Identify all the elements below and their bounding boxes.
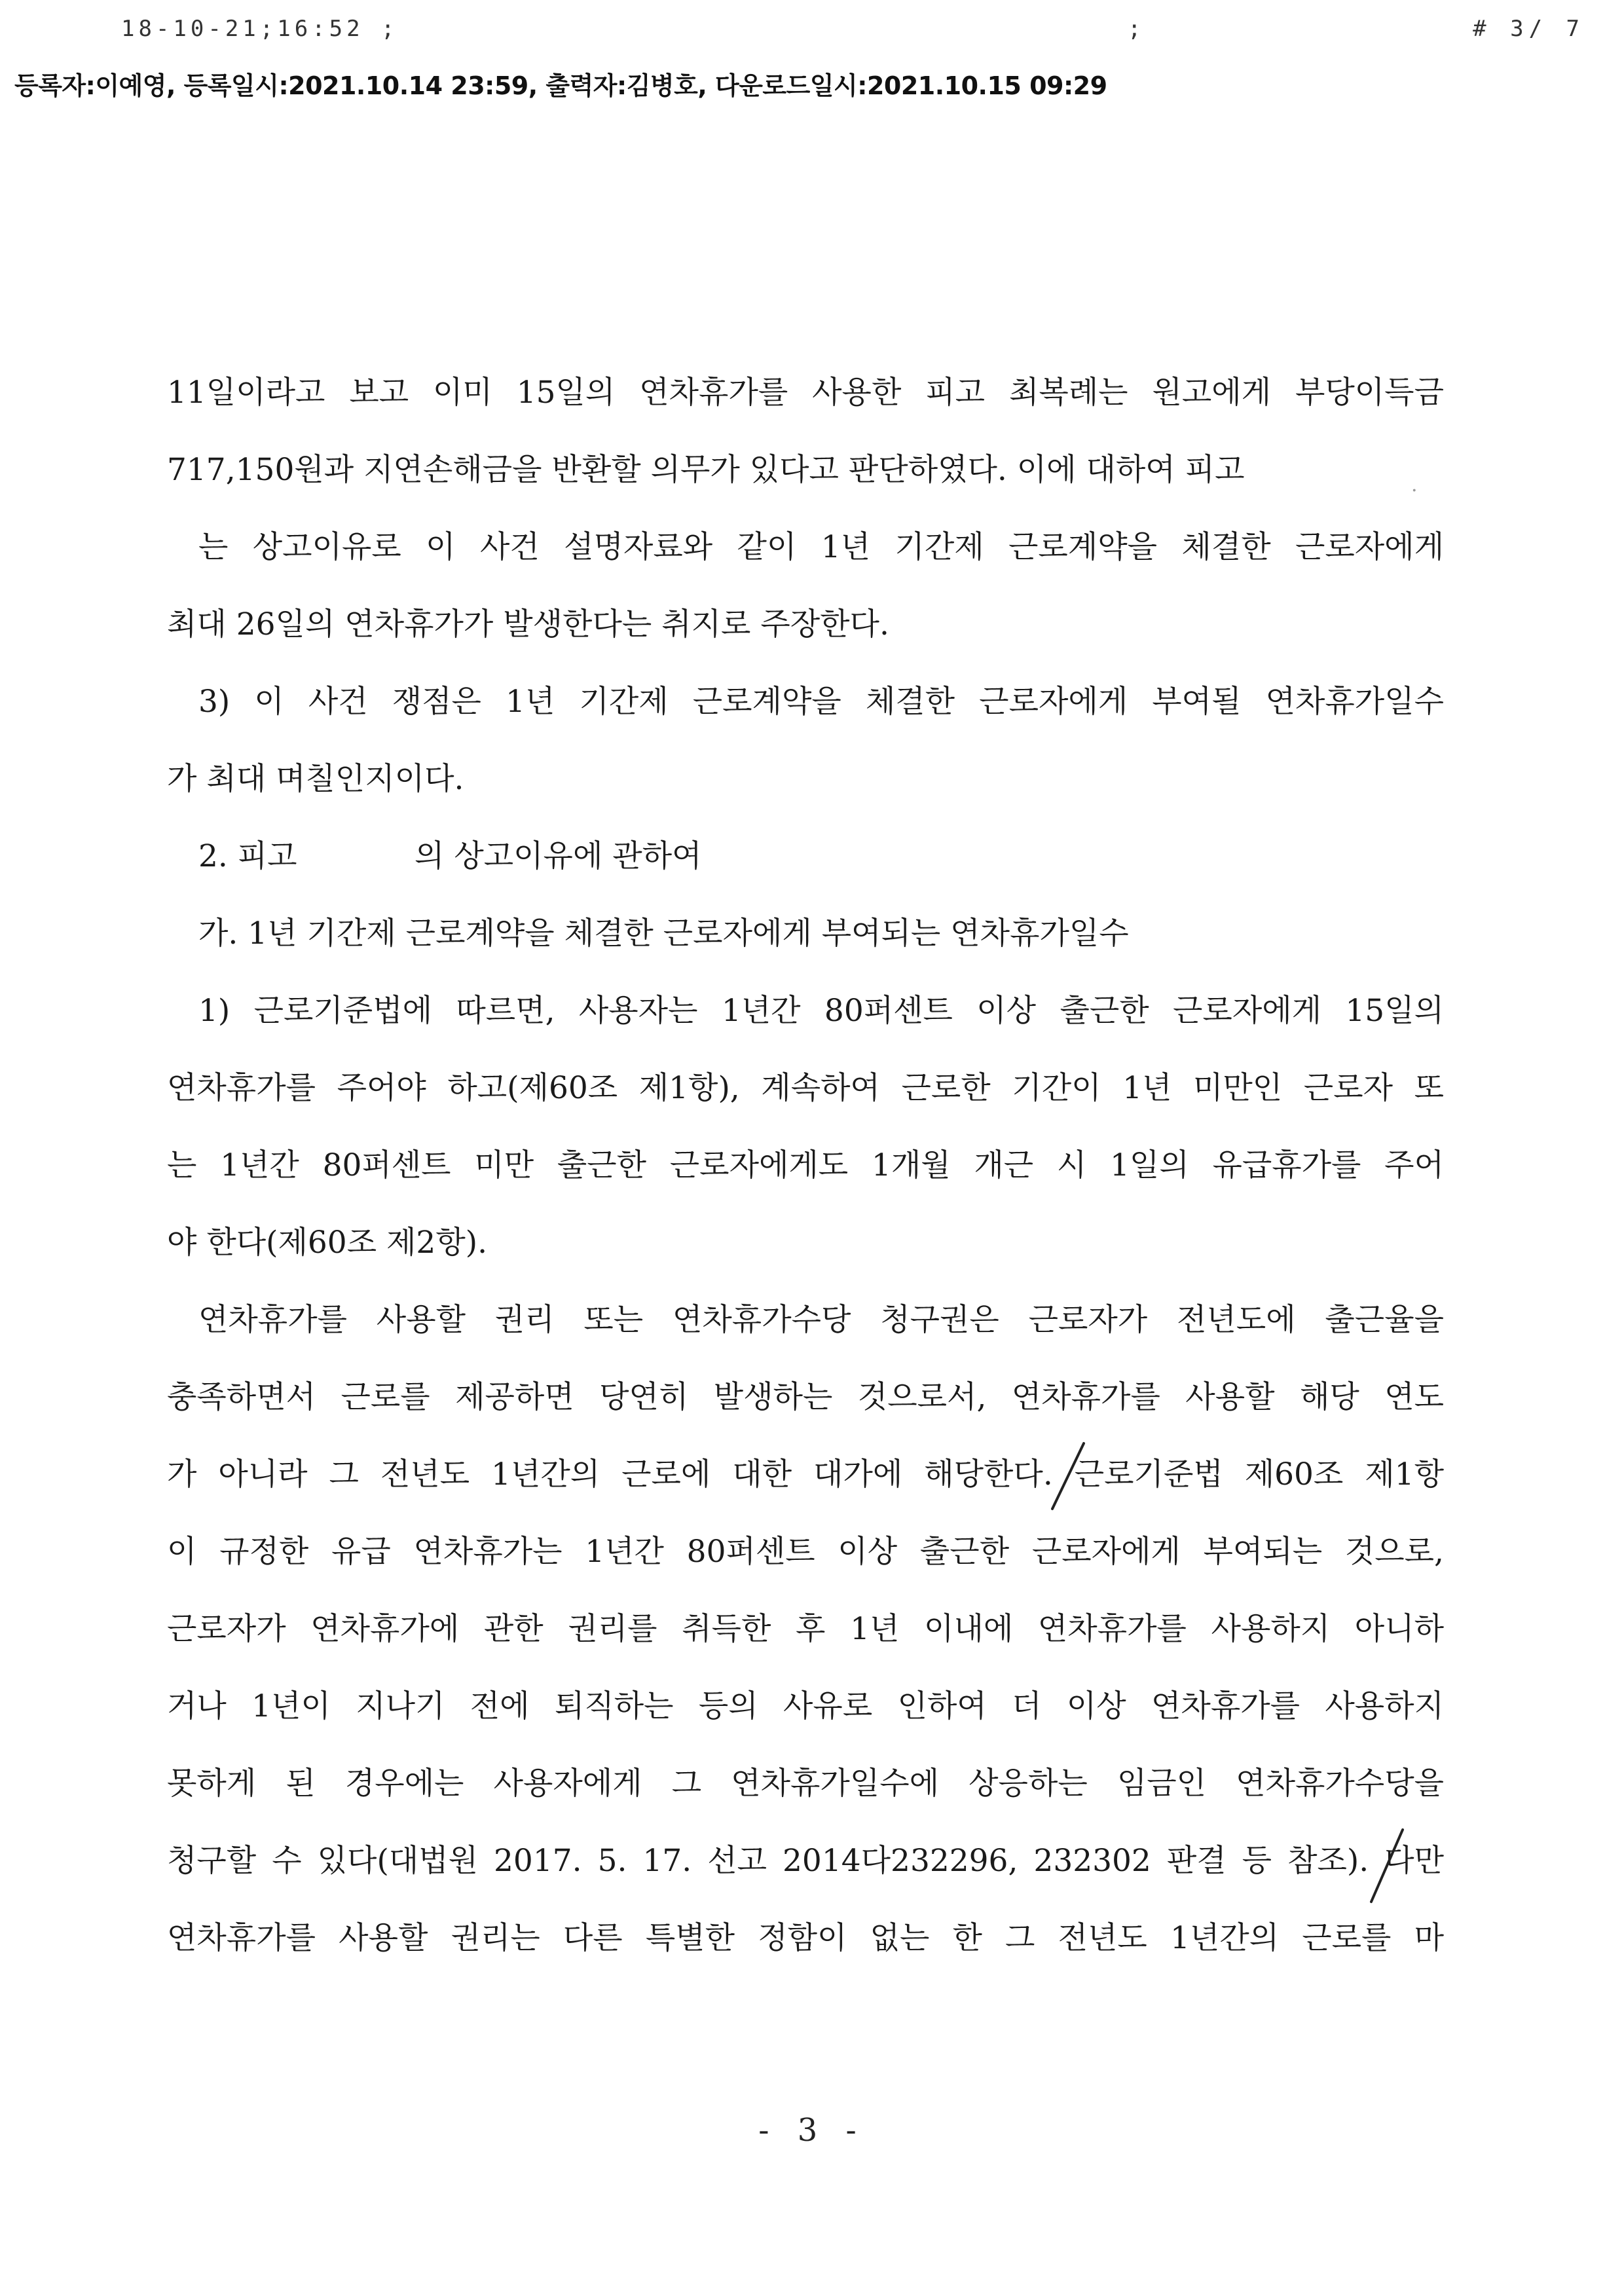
body-line: 11일이라고 보고 이미 15일의 연차휴가를 사용한 피고 최복례는 원고에게 부당이득금 [167,375,1444,411]
body-line: 이 규정한 유급 연차휴가는 1년간 80퍼센트 이상 출근한 근로자에게 부여되는 것으로, [167,1534,1444,1570]
subsection-heading: 가. 1년 기간제 근로계약을 체결한 근로자에게 부여되는 연차휴가일수 [198,916,1129,952]
body-line: 청구할 수 있다(대법원 2017. 5. 17. 선고 2014다232296, 232302 판결 등 참조). 다만 [167,1843,1444,1879]
body-line: 1) 근로기준법에 따르면, 사용자는 1년간 80퍼센트 이상 출근한 근로자에게 15일의 [198,993,1444,1029]
fax-header-page-count: # 3/ 7 [1473,16,1585,42]
page-number: - 3 - [758,2112,866,2149]
body-line: 연차휴가를 사용할 권리는 다른 특별한 정함이 없는 한 그 전년도 1년간의 근로를 마 [167,1920,1444,1956]
body-line: 연차휴가를 사용할 권리 또는 연차휴가수당 청구권은 근로자가 전년도에 출근율을 [198,1302,1444,1338]
body-line: 최대 26일의 연차휴가가 발생한다는 취지로 주장한다. [167,606,889,642]
registration-info: 등록자:이예영, 등록일시:2021.10.14 23:59, 출력자:김병호, 다운로드일시:2021.10.15 09:29 [14,71,1107,100]
body-line: 가 아니라 그 전년도 1년간의 근로에 대한 대가에 해당한다. 근로기준법 제60조 제1항 [167,1456,1444,1492]
body-line: 가 최대 며칠인지이다. [167,761,464,797]
body-line: 연차휴가를 주어야 하고(제60조 제1항), 계속하여 근로한 기간이 1년 미만인 근로자 또 [167,1070,1444,1106]
body-line: 3) 이 사건 쟁점은 1년 기간제 근로계약을 체결한 근로자에게 부여될 연차휴가일수 [198,684,1444,720]
fax-header-timestamp: 18-10-21;16:52 ; [121,16,399,42]
body-line: 거나 1년이 지나기 전에 퇴직하는 등의 사유로 인하여 더 이상 연차휴가를 사용하지 [167,1688,1444,1724]
body-line: 717,150원과 지연손해금을 반환할 의무가 있다고 판단하였다. 이에 대하여 피고 [167,452,1245,488]
section-heading-number: 2. 피고 [198,838,297,874]
body-line: 근로자가 연차휴가에 관한 권리를 취득한 후 1년 이내에 연차휴가를 사용하지 아니하 [167,1611,1444,1647]
body-line: 야 한다(제60조 제2항). [167,1225,488,1261]
stray-mark-icon: · [1411,479,1418,502]
body-line: 는 1년간 80퍼센트 미만 출근한 근로자에게도 1개월 개근 시 1일의 유급휴가를 주어 [167,1147,1444,1183]
fax-header-separator: ; [1128,16,1141,42]
body-line: 충족하면서 근로를 제공하면 당연히 발생하는 것으로서, 연차휴가를 사용할 해당 연도 [167,1379,1444,1415]
section-heading-text: 의 상고이유에 관하여 [415,838,702,874]
body-line: 는 상고이유로 이 사건 설명자료와 같이 1년 기간제 근로계약을 체결한 근로자에게 [198,529,1444,565]
body-line: 못하게 된 경우에는 사용자에게 그 연차휴가일수에 상응하는 임금인 연차휴가수당을 [167,1766,1444,1802]
